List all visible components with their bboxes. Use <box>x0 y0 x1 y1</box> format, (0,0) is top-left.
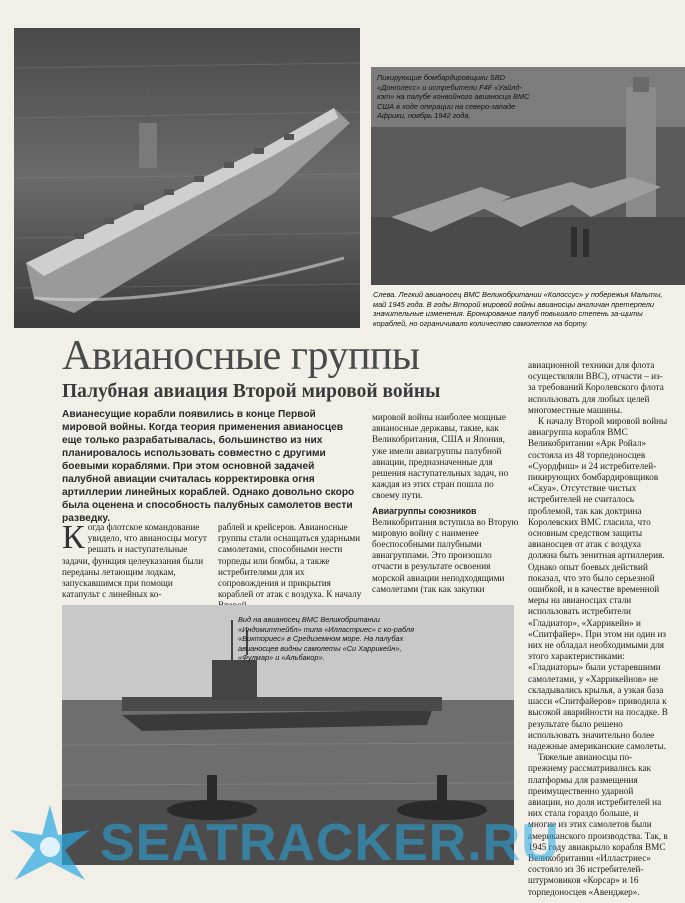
column-2-text: раблей и крейсеров. Авианосные группы стали оснащаться ударными самолетами, способными нести торпеды или бомбы, а также истребителями для их сопровождения и прикрытия кораблей от атак с воздуха. К началу <box>218 522 362 600</box>
column-3 <box>372 412 520 595</box>
caption-left-photo: Слева. Легкий авианосец ВМС Великобритании «Колоссус» у побережья Мальты, май 1945 года. В годы Второй мировой войны авианосцы англичан претерпели значительные изменения. Бронирование палуб повышало степень за-щиты кораблей, но ограничивало количество самолетов на борту. <box>373 290 663 328</box>
column-1-text: огда флотское командование увидело, что авианосцы могут решать и наступательные задачи, функция целеуказания были переданы летающим лодкам, запускавшимся при помощи катапульт с линейных ко- <box>62 522 207 600</box>
column-1 <box>62 519 210 600</box>
column-3-text: Великобритания вступила во Вторую мировую войну с наименее боеспособными палубными авиагруппами. Это произошло отчасти в результате освоения морской авиации неподходящими самолетами (так как закупки <box>372 516 519 594</box>
carrier-colossus-photo <box>14 28 360 328</box>
caption-top-right: Пикирующие бомбардировщики SBD «Донтлесс» и истребители F4F «Уайлд-кэт» на палубе конвойного авианосца ВМС США в ходе операции на северо-западе Африки, ноябрь 1942 года. <box>377 73 530 121</box>
column-4-p3: Тяжелые авианосцы по-прежнему рассматривались как платформы для размещения преимущественно ударной авиации, но доля истребителей на них стала гораздо больше, и многие из этих самолетов были американского производства. Так, в 1945 году авиакрыло корабля ВМС Великобритании «Илластриес» состояло из 36 истребителей-штурмовиков «Корсар» и 16 торпедоносцев «Авенджер». <box>528 752 668 897</box>
article-lead: Авианесущие корабли появились в конце Первой мировой войны. Когда теория применения авианосцев еще только разрабатывалась, большинство из них планировалось использовать совместно с другими боевыми кораблями. При этом основной задачей палубной авиации считалась корректировка огня артиллерии линейных кораблей. Однако довольно скоро была оценена и способность палубных самолетов вести разведку. <box>62 409 355 524</box>
column-4-p1: авиационной техники для флота осуществляли ВВС), отчасти – из-за требований Королевского флота использовать для любых целей многоместные машины. <box>528 360 664 415</box>
drop-cap: К <box>62 519 85 556</box>
column-2 <box>218 522 366 612</box>
caption-bottom-photo: Вид на авианосец ВМС Великобритании «Индомиттейбл» типа «Илластриес» с ко-рабля «Викториес» в Средиземном море. На палубах авианосцев видны самолеты «Си Харрикейн», «Фулмар» и «Альбакор». <box>238 615 415 663</box>
section-heading-allies: Авиагруппы союзников <box>372 505 477 516</box>
column-4-p2: К началу Второй мировой войны авиагруппа корабля ВМС Великобритании «Арк Ройал» состояла из 48 торпедоносцев «Суордфиш» и 24 истребителей-пикирующих бомбардировщиков «Скуа». Отсутствие чистых истребителей не считалось проблемой, так как доктрина Королевских ВМС гласила, что основным средством защиты авианосцев от атак с воздуха должна быть зенитная артиллерия. Однако опыт боевых действий показал, что это было серьезной ошибкой, и в качестве временной меры на авианосцах стали использовать истребители «Гладиатор», «Харрикейн» и «Спитфайер». При этом ни один из них не обладал необходимыми для этого характеристиками: «Гладиаторы» были устаревшими самолетами, у «Харрикейнов» не складывались крылья, а узкая база шасси «Спитфайеров» приводила к высокой аварийности на посадке. В результате было решено использовать значительно более надежные американские самолеты. <box>528 416 668 751</box>
star-burst-icon <box>0 800 100 890</box>
column-3-top: мировой войны наиболее мощные авианосные державы, такие, как Великобритания, США и Япония, уже имели авиагруппы палубной авиации, предназначенные для решения наступательных задач, но каждая из этих стран пошла по своему пути. <box>372 412 509 501</box>
article-title: Авианосные группы <box>62 333 420 379</box>
watermark-text: SEATRACKER.RU <box>100 814 560 872</box>
article-subtitle: Палубная авиация Второй мировой войны <box>62 381 441 402</box>
